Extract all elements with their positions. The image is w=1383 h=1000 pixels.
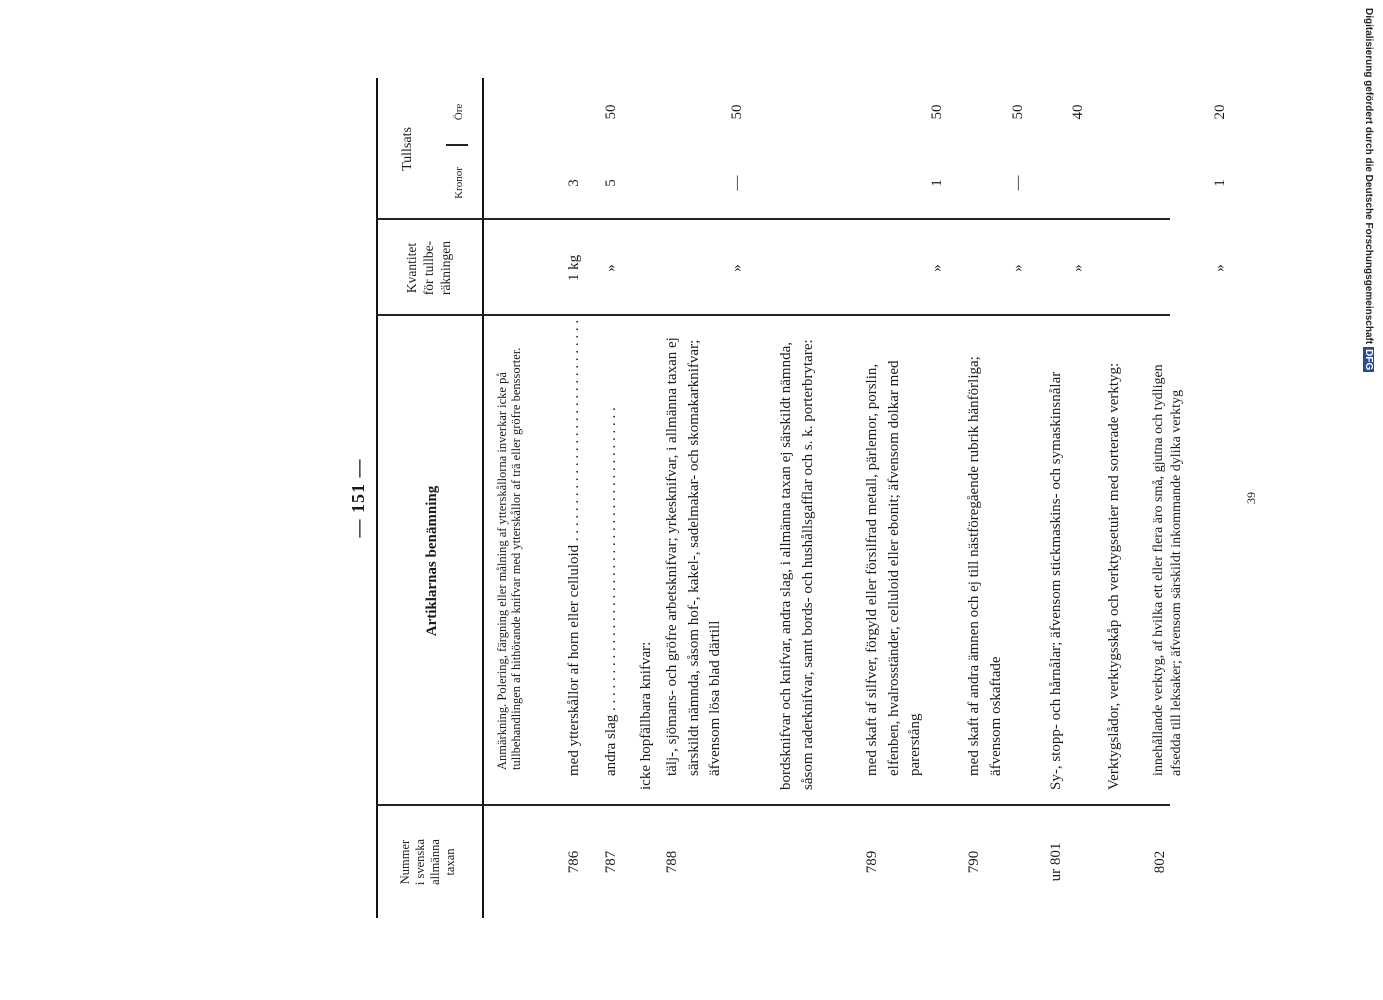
rotated-document-page (270, 78, 1270, 918)
credit-text: Digitalisierung gefördert durch die Deutsche Forschungsgemeinschaft (1363, 8, 1374, 345)
row-quantity: 1 kg (566, 254, 582, 282)
row-ore: 40 (1070, 104, 1086, 120)
row-description (662, 316, 727, 806)
row-quantity: » (729, 264, 745, 272)
header-bottom-rule (482, 78, 484, 918)
note-text: Anmärkning. Polering, färgning eller målning af ytterskållorna inverkar icke på tullbehandlingen af hithörande knifvar med ytterskållor af trä eller gröfre benssorter. (495, 347, 523, 770)
row-ore: 50 (929, 104, 945, 120)
row-description-text: innehållande verktyg, af hvilka ett eller flera äro små, gjutna och tydligen afsedda till leksaker; äfvensom särskildt inkommande dylika verktyg (1151, 364, 1184, 776)
row-group-heading (776, 316, 819, 806)
header-quantity-line: Kvantitet (404, 242, 419, 294)
row-quantity: » (603, 264, 619, 272)
header-number-line: i svenska (413, 838, 427, 886)
row-ore: 50 (603, 104, 619, 120)
row-quantity: » (1070, 264, 1086, 272)
row-description-text (564, 316, 586, 776)
row-kronor: — (729, 175, 745, 191)
header-kronor-ore-divider (446, 145, 468, 147)
row-quantity: » (1212, 264, 1228, 272)
header-number-line: taxan (443, 848, 457, 876)
row-group-heading-text: Verktygslådor, verktygsskåp och verktygsetuier med sorterade verktyg: (1106, 362, 1122, 790)
row-number: 790 (966, 850, 982, 874)
row-ore: 50 (1010, 104, 1026, 120)
row-description (862, 316, 927, 806)
header-ore: Öre (453, 103, 465, 121)
row-kronor: 1 (929, 179, 945, 187)
footer-mark: 39 (1244, 492, 1258, 504)
row-description (964, 316, 1007, 806)
row-kronor: — (1010, 175, 1026, 191)
header-tariff-col: Tullsats (400, 127, 415, 171)
row-group-heading-text: bordsknifvar och knifvar, andra slag, i allmänna taxan ej särskildt nämnda, såsom raderknifvar, samt bords- och hushållsgafflar och s. k. porterbrytare: (778, 339, 816, 790)
header-description-col: Artiklarnas benämning (424, 485, 440, 637)
row-description (1150, 316, 1186, 806)
row-description (601, 316, 623, 806)
row-number: 788 (664, 850, 680, 874)
row-description-label: andra slag (603, 714, 619, 776)
row-description-text: Sy-, stopp- och hårnålar; äfvensom stickmaskins- och symaskinsnålar (1048, 371, 1064, 790)
row-description-label: med ytterskållor af horn eller celluloid (566, 544, 582, 776)
dot-leader (566, 316, 582, 545)
divider-quantity-tariff (376, 219, 1170, 221)
row-description-text (601, 316, 623, 776)
row-group-heading (1104, 316, 1126, 806)
header-kronor: Kronor (453, 167, 465, 199)
row-number: 802 (1152, 850, 1168, 874)
row-number: ur 801 (1048, 842, 1064, 882)
dot-leader (603, 407, 619, 715)
row-number: 787 (603, 850, 619, 874)
row-description (1046, 316, 1068, 806)
row-number: 789 (864, 850, 880, 874)
row-description-text: tälj-, sjömans- och gröfre arbetsknifvar; yrkesknifvar, i allmänna taxan ej särskildt nämnda, såsom hof-, kakel-, sadelmakar- och skomakarknifvar; äfvensom lösa blad därtill (664, 337, 723, 776)
header-quantity-line: för tullbe- (421, 240, 436, 296)
table-top-rule (376, 78, 378, 918)
row-description-text: med skaft af silfver, förgyld eller försilfrad metall, pärlemor, porslin, elfenben, hvalrosständer, celluloid eller ebonit; äfvensom dolkar med parerstång (864, 360, 923, 776)
row-ore: 50 (729, 104, 745, 120)
digitization-credit (1363, 8, 1374, 372)
dfg-logo: DFG (1363, 349, 1374, 371)
header-number-line: Nummer (398, 839, 412, 885)
row-kronor: 5 (603, 179, 619, 187)
row-ore: 20 (1212, 104, 1228, 120)
row-description-text: med skaft af andra ämnen och ej till nästföregående rubrik hänförliga; äfvensom oskaftade (966, 356, 1004, 776)
page-number: — 151 — (348, 458, 368, 538)
header-quantity-line: räkningen (438, 241, 453, 295)
row-kronor: 3 (566, 179, 582, 187)
header-quantity-col (403, 220, 454, 316)
row-group-heading: icke hopfällbara knifvar: (638, 641, 654, 790)
row-quantity: » (929, 264, 945, 272)
header-number-col (398, 806, 458, 918)
row-number: 786 (566, 850, 582, 874)
table-row-note (496, 316, 523, 806)
row-kronor: 1 (1212, 179, 1228, 187)
row-quantity: » (1010, 264, 1026, 272)
row-description (564, 316, 586, 806)
header-number-line: allmänna (428, 839, 442, 885)
